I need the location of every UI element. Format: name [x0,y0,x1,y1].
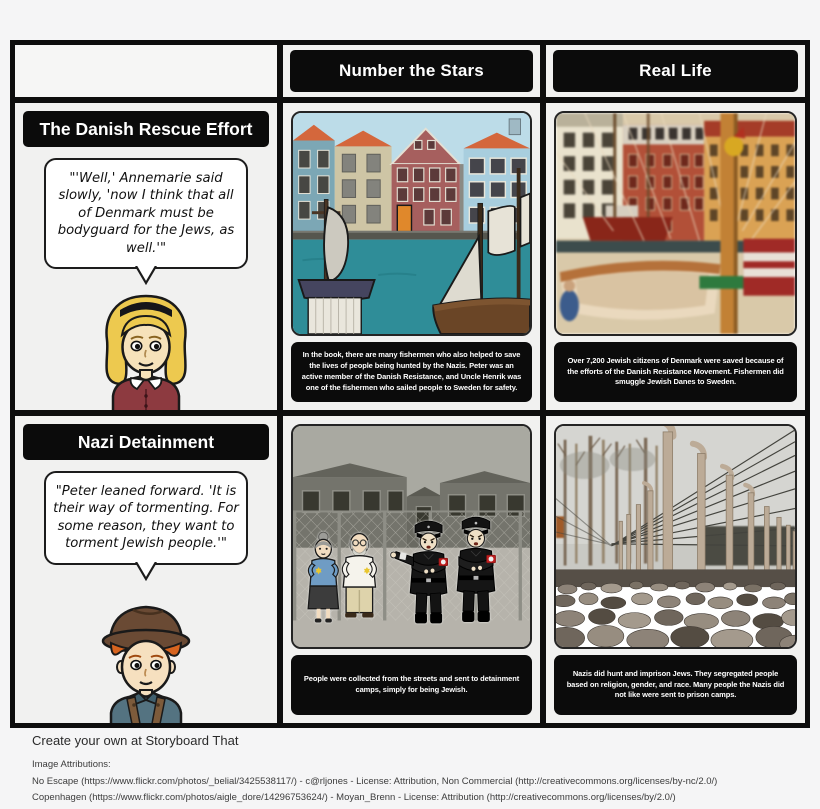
row-title: Nazi Detainment [23,424,269,460]
column-header-cell-real-life [546,45,805,97]
column-header-real-life: Real Life [553,50,798,92]
annemarie-girl-illustration [87,290,205,410]
attribution-line: No Escape (https://www.flickr.com/photos/_belial/3425538117/) - c@rljones - License: Attribution, Non Commercial (http://creativecommons.org/licenses/by-nc/2.0/) [32,776,718,787]
speech-bubble-tail-icon [134,266,158,285]
corner-cell [15,45,277,97]
caption-rescue-book: In the book, there are many fishermen who also helped to save the lives of people being hunted by the Nazis. Peter was an active member of the Danish Resistance, and Uncle Henrik was one of the fishermen who sailed people to Sweden for safety. [291,342,532,402]
speech-bubble [44,471,248,565]
row-header-danish-rescue-effort [15,103,277,410]
auschwitz-fence-photo [554,424,797,649]
cell-number-the-stars-detainment [283,416,540,723]
cell-number-the-stars-rescue [283,103,540,410]
caption-detainment-book: People were collected from the streets and sent to detainment camps, simply for being Jewish. [291,655,532,715]
cell-real-life-detainment [546,416,805,723]
nyhavn-copenhagen-photo [554,111,797,336]
column-header-number-the-stars: Number the Stars [290,50,533,92]
detainment-camp-illustration [291,424,532,649]
storyboard-grid [10,40,810,728]
footer [32,733,812,808]
speech-bubble-tail-icon [134,562,158,581]
attributions-title: Image Attributions: [32,759,111,770]
speech-bubble [44,158,248,269]
quote-text: "Peter leaned forward. 'It is their way of tormenting. For some reason, they want to torment Jewish people.'" [53,484,239,552]
column-header-cell-number-the-stars [283,45,540,97]
copenhagen-harbor-illustration [291,111,532,336]
caption-detainment-real: Nazis did hunt and imprison Jews. They segregated people based on religion, gender, and race. Many people the Nazis did not like were sent to prison camps. [554,655,797,715]
peter-boy-illustration [83,601,209,723]
storyboard-that-link[interactable]: Create your own at Storyboard That [32,733,239,748]
row-header-nazi-detainment [15,416,277,723]
cell-real-life-rescue [546,103,805,410]
caption-rescue-real: Over 7,200 Jewish citizens of Denmark were saved because of the efforts of the Danish Resistance Movement. Fishermen did smuggle Jewish Danes to Sweden. [554,342,797,402]
quote-text: "'Well,' Annemarie said slowly, 'now I think that all of Denmark must be bodyguard for the Jews, as well.'" [57,171,235,256]
attribution-line: Copenhagen (https://www.flickr.com/photos/aigle_dore/14296753624/) - Moyan_Brenn - License: Attribution (http://creativecommons.org/licenses/by/2.0/) [32,792,676,803]
row-title: The Danish Rescue Effort [23,111,269,147]
